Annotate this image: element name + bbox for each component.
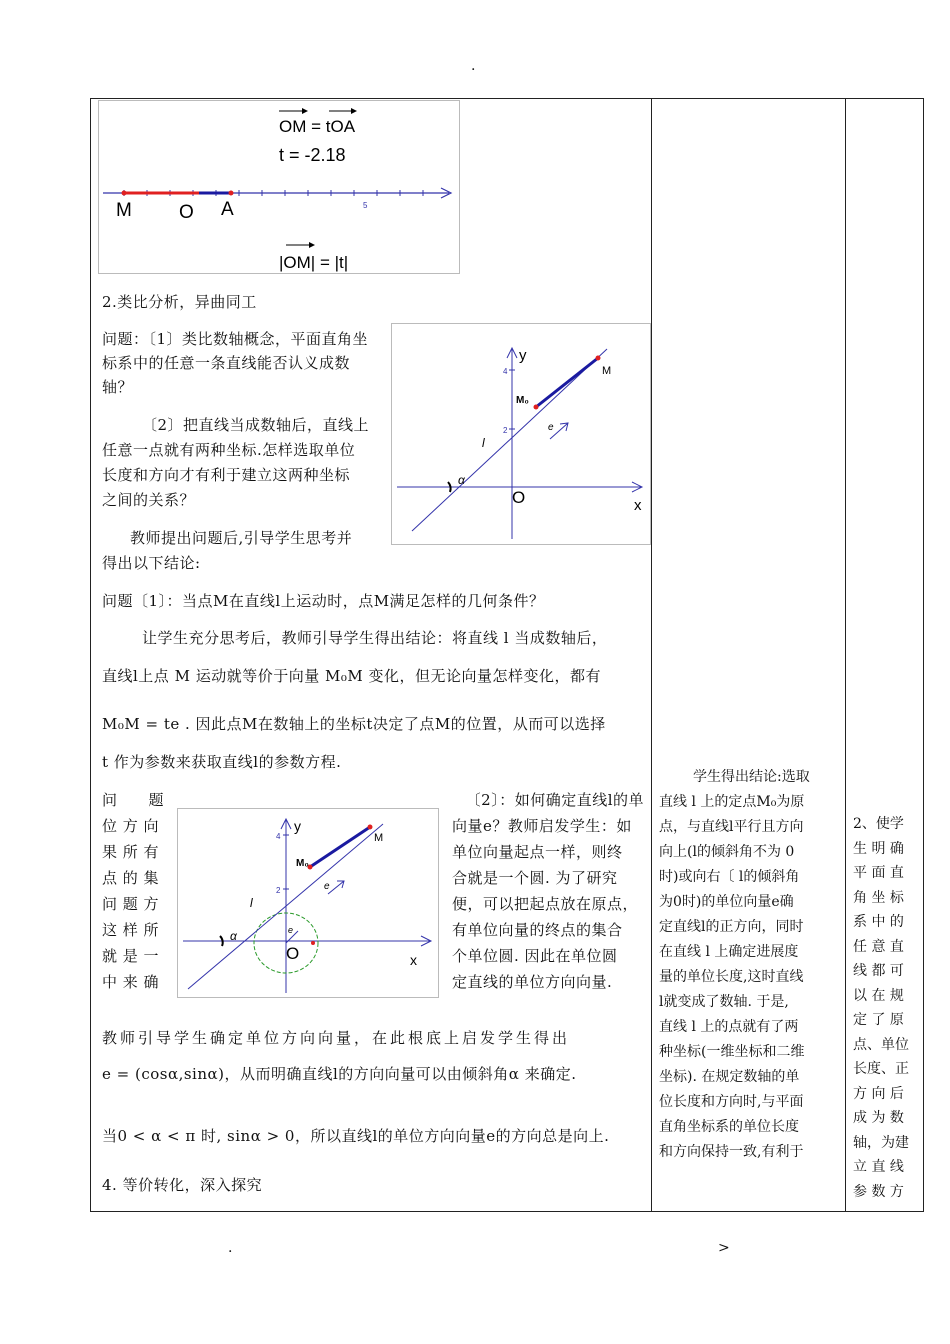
- section-2-title: 2.类比分析，异曲同工: [102, 293, 257, 311]
- col2-line: 种坐标(一维坐标和二维: [659, 1044, 805, 1060]
- col2-line: 学生得出结论:选取: [693, 769, 810, 785]
- vector-m0m: [536, 358, 598, 407]
- q2-left-line: 位 方 向: [102, 817, 160, 835]
- q2-left-line: 中 来 确: [102, 973, 160, 991]
- q2-left-line: 这 样 所: [102, 921, 160, 939]
- header-dot: .: [471, 58, 476, 74]
- y-tick-4: 4: [276, 832, 281, 841]
- col2-line: 时)或向右〔 l的倾斜角: [659, 869, 800, 885]
- coordinate-figure-2: [177, 808, 439, 998]
- table-col-divider-1: [651, 98, 652, 1212]
- table-col-divider-2: [845, 98, 846, 1212]
- col3-line: 点、单位: [853, 1036, 909, 1053]
- answer-1-line-2: 直线l上点 M 运动就等价于向量 M₀M 变化，但无论向量怎样变化，都有: [102, 667, 601, 685]
- q2-right-line: 定直线的单位方向向量.: [452, 973, 613, 991]
- direction-up-line: 当0 < α < π 时, sinα > 0，所以直线l的单位方向向量e的方向总是向上.: [102, 1127, 610, 1145]
- col3-line: 任 意 直: [853, 938, 904, 955]
- q2-right-line: 合就是一个圆. 为了研究: [452, 869, 618, 887]
- col2-line: 直线 l 上的定点M₀为原: [659, 794, 805, 810]
- answer-1-line-4: t 作为参数来获取直线l的参数方程.: [102, 753, 342, 771]
- y-tick-4: 4: [503, 367, 508, 376]
- q2-left-line: 点 的 集: [102, 869, 160, 887]
- col2-line: 向上(l的倾斜角不为 0: [659, 844, 795, 860]
- question-line-3: 轴？: [102, 378, 134, 396]
- q2-left-line: 就 是 一: [102, 947, 160, 965]
- col3-line: 以 在 规: [853, 987, 904, 1004]
- unit-vector-line-2: e = (cosα,sinα)，从而明确直线l的方向向量可以由倾斜角α 来确定.: [102, 1065, 577, 1083]
- col3-line: 轴，为建: [853, 1134, 909, 1151]
- unit-vector-line-1: 教师引导学生确定单位方向向量，在此根底上启发学生得出: [102, 1029, 571, 1047]
- y-axis-label: y: [519, 347, 527, 364]
- label-m: M: [602, 365, 612, 377]
- label-o: O: [179, 202, 194, 223]
- number-line-figure: [98, 100, 460, 274]
- tick-5: 5: [363, 201, 368, 210]
- label-e-unit: e: [288, 925, 294, 935]
- label-e: e: [548, 422, 554, 433]
- q2-right-line: 单位向量起点一样，则终: [452, 843, 623, 861]
- label-m0: M₀: [296, 858, 309, 869]
- q2-left-line: 问 题 方: [102, 895, 160, 913]
- answer-1-line-1: 让学生充分思考后，教师引导学生得出结论：将直线 l 当成数轴后，: [142, 629, 608, 647]
- col2-line: 定直线l的正方向，同时: [659, 919, 804, 935]
- design-intent-column: [853, 812, 919, 1204]
- question-2-right-column: [452, 788, 644, 996]
- coordinate-svg-2: [178, 809, 438, 997]
- col3-line: 方 向 后: [853, 1085, 904, 1102]
- table-top-border: [90, 98, 924, 99]
- label-m0: M₀: [516, 395, 529, 406]
- label-alpha: α: [230, 929, 237, 943]
- question-line-2: 标系中的任意一条直线能否认义成数: [102, 354, 351, 372]
- question-line-9: 得出以下结论:: [102, 554, 201, 572]
- q2-right-line: 有单位向量的终点的集合: [452, 921, 623, 939]
- question-line-1: 问题：〔1〕类比数轴概念，平面直角坐: [102, 330, 369, 348]
- label-m: M: [374, 832, 384, 844]
- col2-line: 量的单位长度,这时直线: [659, 969, 804, 985]
- q2-right-line: 向量e？教师启发学生：如: [452, 817, 632, 835]
- col2-line: 点，与直线l平行且方向: [659, 819, 804, 835]
- y-axis-label: y: [294, 818, 301, 834]
- col2-line: 坐标). 在规定数轴的单: [659, 1069, 800, 1085]
- q2-right-line: 个单位圆. 因此在单位圆: [452, 947, 618, 965]
- col3-line: 定 了 原: [853, 1012, 904, 1028]
- label-l: l: [482, 436, 485, 450]
- y-tick-2: 2: [503, 426, 508, 435]
- col3-line: 参 数 方: [853, 1183, 904, 1200]
- question-line-7: 之间的关系？: [102, 491, 196, 509]
- question-line-8: 教师提出问题后,引导学生思考并: [130, 529, 353, 547]
- question-line-4: 〔2〕把直线当成数轴后，直线上: [142, 416, 370, 434]
- equation-abs: |OM| = |t|: [279, 253, 349, 272]
- table-bottom-border: [90, 1211, 924, 1212]
- footer-left-dot: .: [228, 1240, 233, 1256]
- student-conclusion-column: [659, 765, 841, 1165]
- x-axis-label: x: [634, 497, 642, 514]
- number-line-svg: [99, 101, 459, 273]
- col3-line: 长度、正: [853, 1061, 909, 1077]
- q2-left-line: 问 题: [102, 791, 165, 809]
- col2-line: 和方向保持一致,有利于: [659, 1144, 804, 1160]
- coordinate-figure-1: [391, 323, 651, 545]
- col2-line: 为0时)的单位向量e确: [659, 894, 794, 910]
- col3-line: 成 为 数: [853, 1110, 904, 1126]
- q2-left-line: 果 所 有: [102, 843, 160, 861]
- col2-line: 位长度和方向时,与平面: [659, 1094, 804, 1110]
- question-1-line: 问题〔1〕：当点M在直线l上运动时，点M满足怎样的几何条件？: [102, 592, 545, 610]
- label-m: M: [116, 200, 132, 221]
- col3-line: 生 明 确: [853, 840, 904, 857]
- equation-om-toa: OM = tOA: [279, 117, 356, 136]
- col2-line: 直线 l 上的点就有了两: [659, 1019, 799, 1035]
- col2-line: 直角坐标系的单位长度: [659, 1119, 799, 1135]
- col3-line: 平 面 直: [853, 865, 904, 881]
- table-left-border: [90, 98, 91, 1212]
- label-a: A: [221, 199, 234, 220]
- origin-label: O: [286, 944, 300, 963]
- footer-right-mark: >: [718, 1240, 730, 1256]
- origin-label: O: [512, 488, 526, 507]
- question-line-5: 任意一点就有两种坐标.怎样选取单位: [102, 441, 356, 459]
- table-right-border: [923, 98, 924, 1212]
- x-axis-label: x: [410, 952, 417, 968]
- col3-line: 角 坐 标: [853, 889, 904, 906]
- y-tick-2: 2: [276, 886, 281, 895]
- col2-line: l就变成了数轴. 于是,: [659, 994, 789, 1010]
- col3-line: 系 中 的: [853, 914, 904, 930]
- q2-right-line: 〔2〕：如何确定直线l的单: [465, 791, 644, 809]
- label-e: e: [324, 881, 330, 892]
- label-alpha: α: [458, 473, 465, 487]
- section-4-title: 4. 等价转化，深入探究: [102, 1176, 263, 1194]
- col3-line: 线 都 可: [853, 963, 904, 979]
- col2-line: 在直线 l 上确定进展度: [659, 944, 799, 960]
- q2-right-line: 便，可以把起点放在原点，: [452, 895, 639, 913]
- label-l: l: [250, 896, 253, 910]
- col3-line: 2、使学: [853, 816, 904, 832]
- question-2-left-column: [102, 788, 172, 996]
- equation-t-value: t = -2.18: [279, 145, 346, 165]
- answer-1-line-3: M₀M = te . 因此点M在数轴上的坐标t决定了点M的位置，从而可以选择: [102, 715, 606, 733]
- col3-line: 立 直 线: [853, 1159, 904, 1175]
- question-line-6: 长度和方向才有利于建立这两种坐标: [102, 466, 351, 484]
- coordinate-svg-1: [392, 324, 650, 544]
